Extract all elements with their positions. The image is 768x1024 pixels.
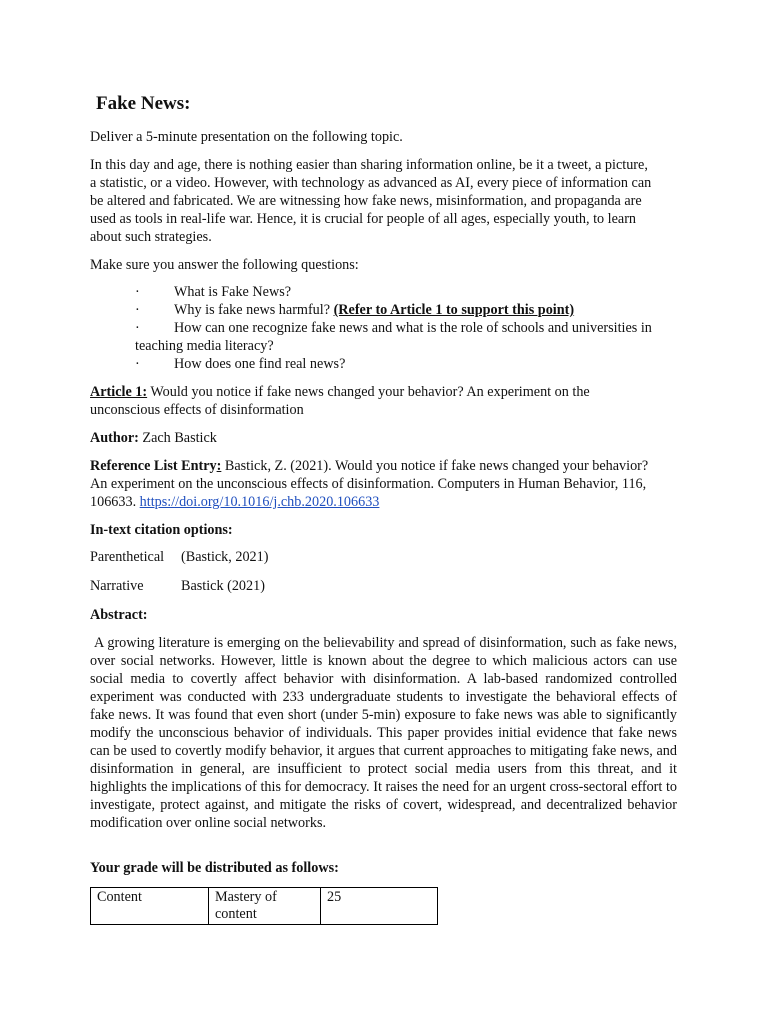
article-label: Article 1: [90, 384, 148, 400]
bullet-icon: · [135, 284, 140, 300]
author-label: Author: [90, 430, 139, 446]
citation-type: Parenthetical [90, 549, 165, 565]
question-text: How can one recognize fake news and what is the role of schools and universities in teaching media literacy? [135, 320, 652, 354]
list-item [135, 355, 675, 373]
list-item [135, 283, 675, 301]
bullet-icon: · [135, 302, 140, 318]
table-cell-points: 25 [321, 888, 438, 925]
list-item [135, 301, 675, 319]
question-emphasis: (Refer to Article 1 to support this point) [333, 302, 575, 318]
abstract-text: A growing literature is emerging on the believability and spread of disinformation, such as fake news, over social networks. However, little is known about the degree to which malicious actors can use social media to covertly affect behavior with disinformation. A lab-based randomized controlled experiment was conducted with 233 undergraduate students to investigate the behavioral effects of fake news. It was found that even short (under 5-min) exposure to fake news was able to significantly modify the unconscious behavior of individuals. This paper provides initial evidence that fake news can be used to covertly modify behavior, it argues that current approaches to mitigating fake news, and disinformation in general, are insufficient to protect social media users from this threat, and it highlights the implications of this for democracy. It raises the need for an urgent cross-sectoral effort to investigate, protect against, and mitigate the risks of covert, widespread, and decentralized behavior modification over online social networks. [90, 635, 677, 831]
questions-intro: Make sure you answer the following questions: [90, 257, 359, 273]
question-text: What is Fake News? [174, 284, 292, 300]
reference-text: Bastick, Z. (2021). Would you notice if fake news changed your behavior? An experiment on the unconscious effects of disinformation. Computers in Human Behavior, 116, 106633. [90, 458, 649, 510]
citation-value: (Bastick, 2021) [181, 549, 269, 565]
reference-colon: : [216, 458, 222, 474]
grade-table [90, 887, 438, 925]
reference-entry [90, 457, 654, 511]
table-cell-criterion: Mastery of content [209, 888, 321, 925]
intro-text: Deliver a 5-minute presentation on the following topic. [90, 129, 403, 145]
grade-heading: Your grade will be distributed as follows: [90, 860, 339, 876]
citation-option [90, 549, 390, 566]
abstract-heading: Abstract: [90, 607, 148, 623]
questions-list [135, 283, 675, 373]
citation-type: Narrative [90, 578, 144, 594]
table-row [91, 888, 438, 925]
citation-value: Bastick (2021) [181, 578, 265, 594]
doi-link[interactable]: https://doi.org/10.1016/j.chb.2020.106633 [139, 494, 380, 510]
author-line [90, 429, 654, 447]
bullet-icon: · [135, 356, 140, 372]
question-text: Why is fake news harmful? [174, 302, 334, 318]
table-cell-category: Content [91, 888, 209, 925]
article-title: Would you notice if fake news changed your behavior? An experiment on the unconscious effects of disinformation [90, 384, 590, 418]
reference-label: Reference List Entry [90, 458, 217, 474]
question-text: How does one find real news? [174, 356, 346, 372]
topic-paragraph: In this day and age, there is nothing easier than sharing information online, be it a tweet, a picture, a statistic, or a video. However, with technology as advanced as AI, every piece of information can be altered and fabricated. We are witnessing how fake news, misinformation, and propaganda are used as tools in real-life war. Hence, it is crucial for people of all ages, especially youth, to learn about such strategies. [90, 157, 652, 245]
citation-option [90, 578, 390, 595]
list-item [135, 319, 675, 355]
author-name: Zach Bastick [138, 430, 217, 446]
page-title: Fake News: [96, 93, 191, 114]
article-heading [90, 383, 654, 419]
bullet-icon: · [135, 320, 140, 336]
citation-heading: In-text citation options: [90, 522, 233, 538]
